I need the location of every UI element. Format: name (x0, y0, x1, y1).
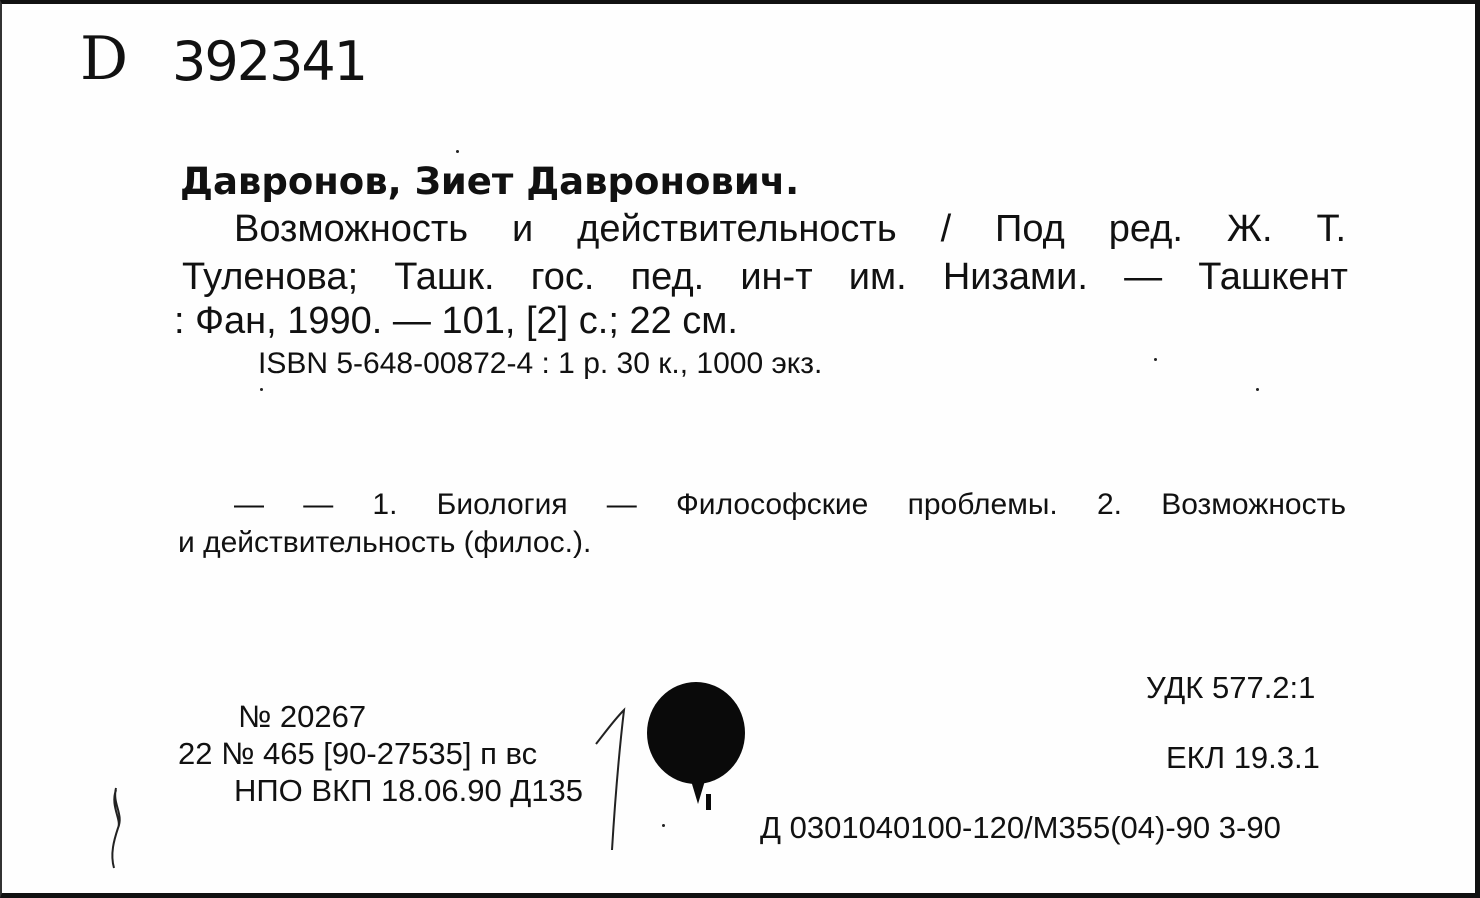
record-number: № 20267 (238, 699, 367, 734)
ekl-code: ЕКЛ 19.3.1 (1166, 740, 1320, 775)
speck (456, 150, 459, 153)
title-word: Возможность (234, 208, 469, 250)
speck (1154, 358, 1157, 361)
subject-word: Философские (676, 488, 869, 521)
ink-stamp-stem (706, 794, 711, 810)
title-word: ред. (1108, 208, 1183, 250)
subject-word: Возможность (1161, 488, 1346, 521)
title-word: Ташкент (1198, 256, 1348, 298)
title-word: гос. (530, 256, 595, 298)
pencil-mark-center (590, 704, 640, 854)
isbn-line: ISBN 5-648-00872-4 : 1 р. 30 к., 1000 экз. (258, 347, 823, 380)
title-word: Низами. (942, 256, 1088, 298)
subject-word: — (606, 488, 637, 521)
printer-line: НПО ВКП 18.06.90 Д135 (234, 773, 584, 808)
subject-word: 2. (1096, 488, 1122, 521)
speck (662, 824, 665, 827)
title-word: ин-т (740, 256, 813, 298)
title-line-2 (182, 256, 1348, 299)
pencil-mark-left (98, 784, 138, 874)
title-word: и (511, 208, 534, 250)
title-word: действительность (577, 208, 897, 250)
subjects-line-2: и действительность (филос.). (178, 526, 592, 559)
title-line-1 (234, 208, 1346, 251)
speck (260, 388, 263, 391)
author-heading: Давронов, Зиет Давронович. (180, 160, 800, 203)
subject-word: 1. (372, 488, 398, 521)
title-word: / (940, 208, 952, 250)
subject-word: Биология (436, 488, 568, 521)
card-id-letter: D (80, 24, 129, 94)
speck (1256, 388, 1259, 391)
title-word: Под (995, 208, 1065, 250)
title-word: Ташк. (394, 256, 495, 298)
catalog-code: Д 0301040100-120/М355(04)-90 3-90 (760, 810, 1281, 845)
subject-word: — (303, 488, 334, 521)
subjects-line-1 (234, 488, 1346, 522)
title-word: — (1124, 256, 1163, 298)
udk-code: УДК 577.2:1 (1146, 670, 1316, 705)
title-word: Ж. (1226, 208, 1273, 250)
subject-word: проблемы. (907, 488, 1058, 521)
title-word: пед. (630, 256, 705, 298)
title-word: Т. (1316, 208, 1346, 250)
title-word: им. (848, 256, 907, 298)
order-line: 22 № 465 [90-27535] п вс (178, 736, 538, 771)
title-word: Туленова; (182, 256, 359, 298)
publication-line: : Фан, 1990. — 101, [2] с.; 22 см. (174, 300, 738, 342)
card-id-number: 392341 (172, 30, 367, 93)
subject-word: — (234, 488, 264, 521)
